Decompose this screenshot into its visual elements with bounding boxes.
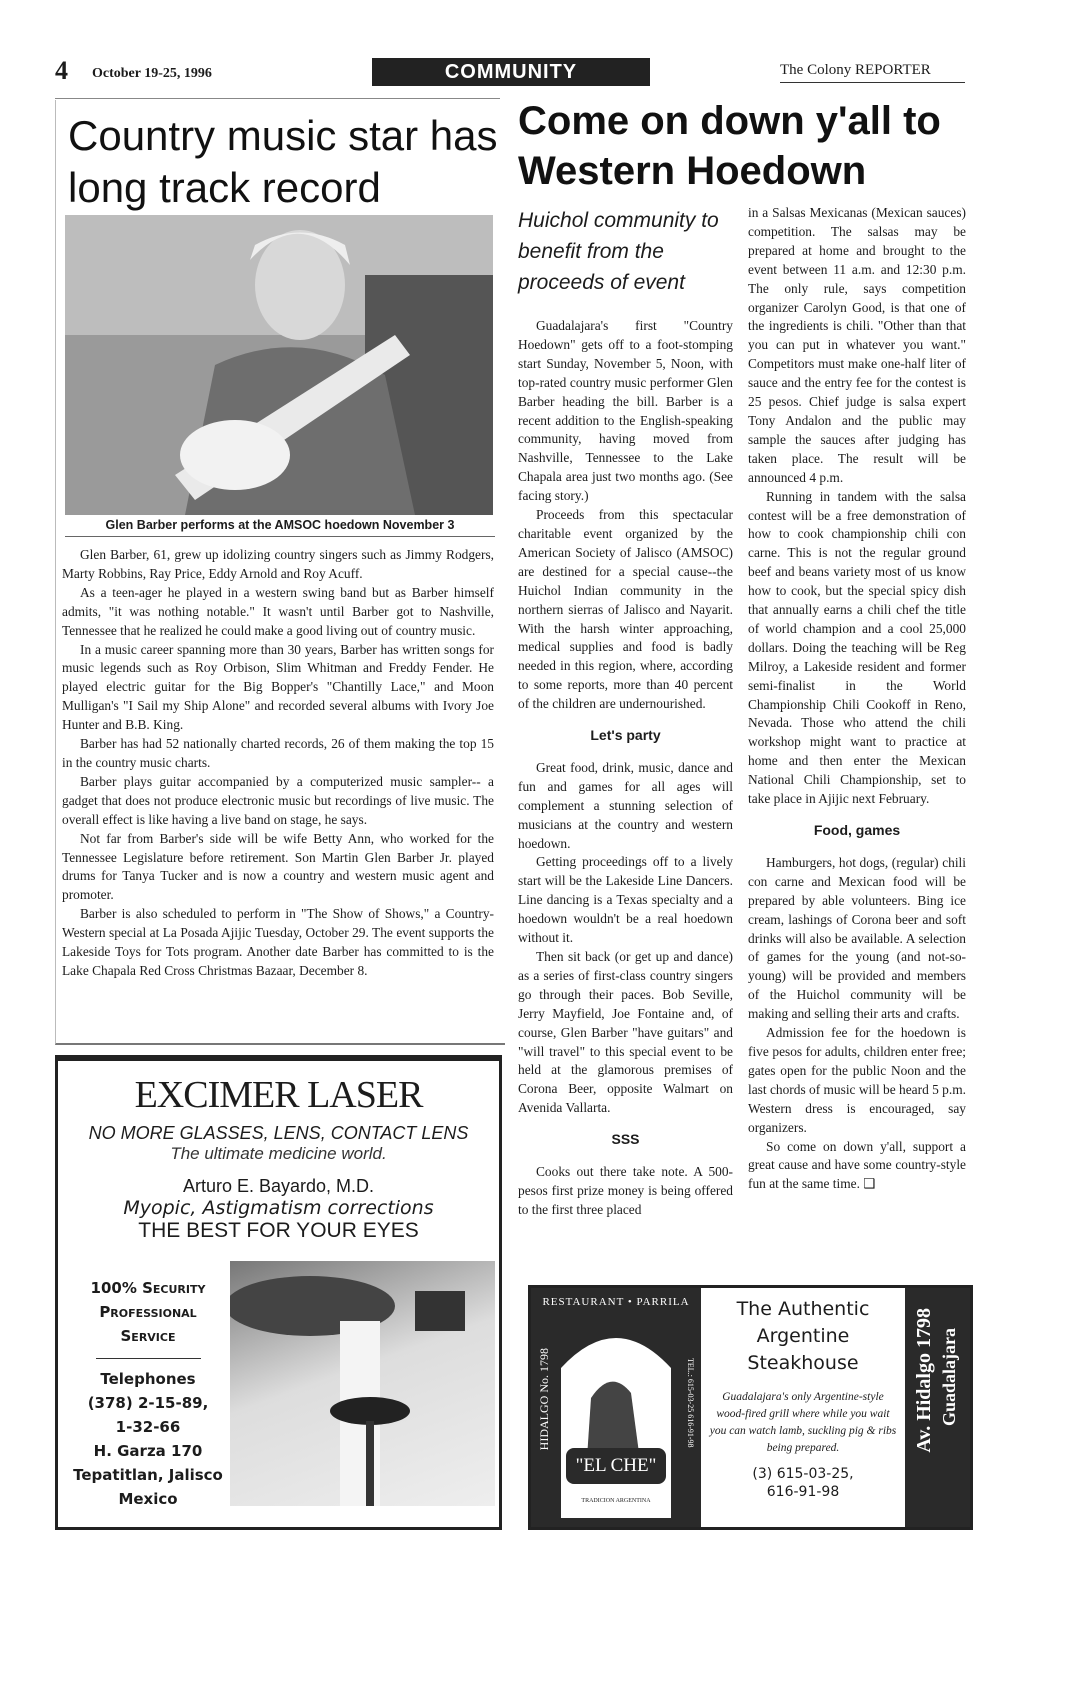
- feature: Service: [120, 1327, 176, 1345]
- side-city: Guadalajara: [939, 1328, 959, 1427]
- ad-title: EXCIMER LASER: [134, 1074, 423, 1116]
- ad-title-line: Steakhouse: [747, 1352, 859, 1374]
- paragraph: As a teen-ager he played in a western swing band but as Barber himself admits, "it was nothing notable." It wasn't until Barber got to Nashville, Tennessee that he realized he could make a good living out of country music.: [62, 584, 494, 638]
- paragraph: Barber has had 52 nationally charted records, 26 of them making the top 15 in the country music charts.: [62, 736, 494, 770]
- top-rule: [55, 98, 500, 99]
- performer-photo: [65, 215, 493, 515]
- paragraph: Then sit back (or get up and dance) as a series of first-class country singers go through their paces. Bob Seville, Jerry Mayfield, Joe Fontaine and, of course, Glen Barber "have guitars" and "will travel" to this special event to be held at the glamorous premises of Corona Beer, opposite Walmart on Avenida Vallarta.: [518, 949, 733, 1116]
- subhead-food-games: Food, games: [813, 822, 901, 838]
- phones-label: Telephones: [100, 1370, 196, 1388]
- ad-phone: 616-91-98: [766, 1484, 840, 1500]
- photo-caption: Glen Barber performs at the AMSOC hoedown November 3: [65, 518, 495, 537]
- logo-name: "EL CHE": [575, 1455, 657, 1476]
- paper-name: The Colony REPORTER: [780, 62, 965, 83]
- el-che-logo: [531, 1288, 701, 1527]
- steakhouse-text: [703, 1288, 903, 1527]
- paragraph: Glen Barber, 61, grew up idolizing country singers such as Jimmy Rodgers, Marty Robbins, Ray Price, Eddy Arnold and Roy Acuff.: [62, 547, 494, 581]
- paragraph: In a music career spanning more than 30 years, Barber has written songs for music legends such as Roy Orbison, Slim Whitman and Freddy Fender. He played electric guitar for the Big Bopper's "Chantilly Lace," and Moon Mulligan's "I Sail my Ship Alone" and recorded several albums with Ivory Joe Hunter and B.B. King.: [62, 641, 494, 733]
- phone: 1-32-66: [115, 1418, 181, 1436]
- paragraph: in a Salsas Mexicanas (Mexican sauces) competition. The salsas may be prepared at home and brought to the event between 11 a.m. and 12:30 p.m. The only rule, says competition organizer Carolyn Good, is that one of the ingredients is chili. "Other than that you can put in whatever you want." Competitors must make one-half liter of sauce and the entry fee for the contest is 25 pesos. Chief judge is salsa expert Tony Andalon and the public may sample the sauces after judging has taken place. The result will be announced 4 p.m.: [748, 205, 966, 485]
- ad-contact: [68, 1276, 228, 1511]
- right-article-column-b: [748, 204, 966, 1194]
- paragraph: Not far from Barber's side will be wife Betty Ann, who worked for the Tennessee Legislature before retirement. Son Martin Glen Barber Jr. played drums for Tanya Tucker and is now a country and western music agent and promoter.: [62, 830, 494, 903]
- left-article-body: [62, 546, 494, 981]
- ad-tagline: NO MORE GLASSES, LENS, CONTACT LENS: [88, 1123, 469, 1143]
- paragraph: Admission fee for the hoedown is five pesos for adults, children enter free; gates open for the public Noon and the last chords of music will be heard 5 p.m. Western dress is encouraged, say organizers.: [748, 1025, 966, 1135]
- phone: (378) 2-15-89,: [87, 1394, 209, 1412]
- ad-title-line: Argentine: [756, 1325, 850, 1347]
- ad-slogan: The ultimate medicine world.: [170, 1144, 387, 1163]
- paragraph: Guadalajara's first "Country Hoedown" gets off to a foot-stomping start Sunday, November 5, Noon, with top-rated country music performer Glen Barber heading the bill. Barber is a recent addition to the English-speaking community, having moved from Nashville, Tennessee to the Lake Chapala area just two months ago. (See facing story.): [518, 318, 733, 504]
- paragraph: Barber plays guitar accompanied by a computerized music sampler-- a gadget that does not produce electronic music but recordings of live music. The overall effect is like having a live band on stage, he says.: [62, 773, 494, 827]
- feature: 100% Security: [90, 1279, 206, 1297]
- ad-description: Guadalajara's only Argentine-style wood-fired grill where while you wait you can watch lamb, suckling pig & ribs being prepared.: [709, 1391, 897, 1454]
- excimer-laser-ad: [55, 1055, 502, 1530]
- issue-date: October 19-25, 1996: [92, 66, 212, 81]
- address-line: Tepatitlan, Jalisco: [73, 1466, 223, 1484]
- address-sidebar: [905, 1288, 970, 1527]
- page-number: 4: [55, 56, 68, 85]
- ad-motto: THE BEST FOR YOUR EYES: [138, 1219, 419, 1242]
- subhead-lets-party: Let's party: [590, 727, 661, 744]
- left-headline: Country music star has long track record: [68, 112, 498, 211]
- subhead-money: SSS: [611, 1131, 640, 1148]
- ad-services: Myopic, Astigmatism corrections: [123, 1197, 434, 1219]
- divider: [96, 1358, 201, 1359]
- paragraph: Barber is also scheduled to perform in "The Show of Shows," a Country-Western special at La Posada Ajijic Tuesday, October 29. The event supports the Lakeside Toys for Tots program. Another date Barber has committed to is the Lake Chapala Red Cross Christmas Bazaar, December 8.: [62, 906, 494, 978]
- ad-doctor: Arturo E. Bayardo, M.D.: [182, 1176, 375, 1196]
- clinic-equipment-photo: [230, 1261, 495, 1506]
- right-subheadline: Huichol community to benefit from the proceeds of event: [518, 209, 719, 294]
- side-address: Av. Hidalgo 1798: [913, 1308, 935, 1453]
- steakhouse-ad: [528, 1285, 973, 1530]
- guitarist-image: [65, 215, 493, 515]
- logo-address: HIDALGO No. 1798: [537, 1348, 551, 1451]
- feature: Professional: [99, 1303, 197, 1321]
- section-banner: COMMUNITY: [372, 58, 650, 86]
- paragraph: Hamburgers, hot dogs, (regular) chili con carne and Mexican food will be prepared by able volunteers. Bing ice cream, lashings of Corona beer and soft drinks will also be available. A selection of games for the young (and not-so-young) will be provided and members of the Huichol community will be making and selling their arts and crafts.: [748, 854, 966, 1022]
- address-line: H. Garza 170: [93, 1442, 203, 1460]
- paragraph: Running in tandem with the salsa contest will be a free demonstration of how to cook championship chili con carne. This is not the regular ground beef and beans variety most of us know how to cook, but the special spicy dish that annually earns a chili chef the title of world champion and a cool 25,000 dollars. Doing the teaching will be Reg Milroy, a Lakeside resident and former semi-finalist in the World Championship Chili Cookoff in Reno, Nevada. Those who attend the chili workshop might want to practice at home and then enter the Mexican National Chili Championship, set to take place in Ajijic next February.: [748, 488, 966, 807]
- address-line: Mexico: [118, 1490, 178, 1508]
- ad-title-line: The Authentic: [736, 1298, 870, 1320]
- right-headline: Come on down y'all to Western Hoedown: [518, 99, 941, 193]
- paragraph: So come on down y'all, support a great cause and have some country-style fun at the same time. ❑: [748, 1138, 966, 1192]
- logo-arc-text: RESTAURANT • PARRILA: [542, 1296, 690, 1308]
- paragraph: Getting proceedings off to a lively start will be the Lakeside Line Dancers. Line dancing is a Texas specialty and a hoedown wouldn't be a real hoedown without it.: [518, 854, 733, 946]
- paragraph: Great food, drink, music, dance and fun and games for all ages will complement a stunning selection of musicians at the country and western hoedown.: [518, 759, 733, 851]
- paragraph: Cooks out there take note. A 500-pesos first prize money is being offered to the first three placed: [518, 1164, 733, 1217]
- logo-banner: TRADICION ARGENTINA: [571, 1498, 661, 1504]
- right-article-column-a: [518, 317, 733, 1220]
- logo-phone: TEL.: 615-03-25 616-91-98: [686, 1358, 695, 1448]
- paragraph: Proceeds from this spectacular charitable event organized by the American Society of Jalisco (AMSOC) are destined for a special cause--the Huichol Indian community in the northern sierras of Jalisco and Nayarit. With the harsh winter approaching, medical supplies and food is badly needed in this region, where, according to some reports, more than 40 percent of the children are undernourished.: [518, 507, 733, 712]
- ad-phone: (3) 615-03-25,: [752, 1466, 854, 1482]
